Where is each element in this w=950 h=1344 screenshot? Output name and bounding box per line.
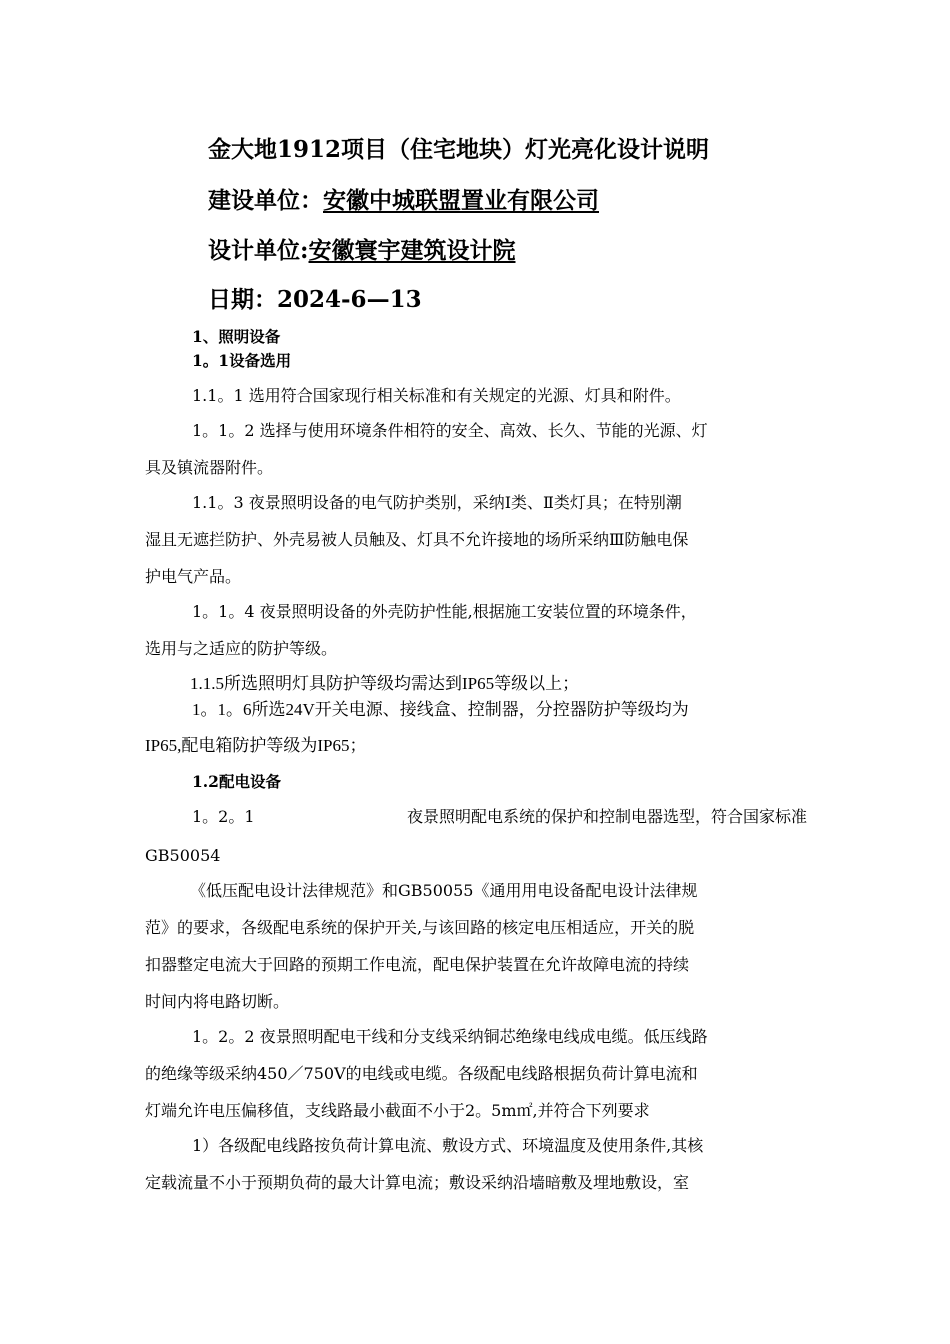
paragraph-1-2-2-line-1: 1。2。2 夜景照明配电干线和分支线采纳铜芯绝缘电线成电缆。低压线路	[192, 1027, 708, 1046]
client-line	[208, 186, 599, 216]
section-heading-1-1: 1。1设备选用	[192, 351, 292, 370]
date-line: 日期：2024-6—13	[208, 286, 422, 313]
paragraph-1-1-5: 1.1.5所选照明灯具防护等级均需达到IP65等级以上；	[190, 674, 580, 693]
paragraph-1-1-6-line-2: IP65,配电箱防护等级为IP65；	[145, 736, 367, 755]
paragraph-1-2-1-line-6: 时间内将电路切断。	[145, 992, 290, 1011]
client-label: 建设单位：	[208, 187, 323, 214]
paragraph-1-1-1: 1.1。1 选用符合国家现行相关标准和有关规定的光源、灯具和附件。	[192, 386, 681, 405]
paragraph-1-1-3-line-3: 护电气产品。	[145, 567, 242, 586]
paragraph-1-2-2-line-3: 灯端允许电压偏移值，支线路最小截面不小于2。5m㎡,并符合下列要求	[145, 1101, 650, 1120]
clause-number: 1。2。1	[192, 807, 255, 826]
paragraph-1-1-3-line-2: 湿且无遮拦防护、外壳易被人员触及、灯具不允许接地的场所采纳Ⅲ防触电保	[145, 530, 689, 549]
paragraph-1-2-1-line-3: 《低压配电设计法律规范》和GB50055《通用用电设备配电设计法律规	[190, 881, 698, 900]
paragraph-1-1-2-line-1: 1。1。2 选择与使用环境条件相符的安全、高效、长久、节能的光源、灯	[192, 421, 708, 440]
paragraph-1-1-2-line-2: 具及镇流器附件。	[145, 458, 274, 477]
list-item-1-line-2: 定载流量不小于预期负荷的最大计算电流；敷设采纳沿墙暗敷及埋地敷设，室	[145, 1173, 690, 1192]
designer-label: 设计单位:	[208, 237, 309, 264]
paragraph-1-2-1-line-1	[192, 806, 807, 828]
designer-name: 安徽寰宇建筑设计院	[308, 237, 516, 264]
paragraph-1-2-2-line-2: 的绝缘等级采纳450／750V的电线或电缆。各级配电线路根据负荷计算电流和	[145, 1064, 698, 1083]
paragraph-1-1-6-line-1: 1。1。6所选24V开关电源、接线盒、控制器，分控器防护等级均为	[192, 700, 689, 719]
list-item-1-line-1: 1）各级配电线路按负荷计算电流、敷设方式、环境温度及使用条件,其核	[192, 1136, 704, 1155]
paragraph-1-1-4-line-1: 1。1。4 夜景照明设备的外壳防护性能,根据施工安装位置的环境条件，	[192, 602, 697, 621]
document-title: 金大地1912项目（住宅地块）灯光亮化设计说明	[208, 136, 710, 163]
paragraph-1-1-3-line-1: 1.1。3 夜景照明设备的电气防护类别，采纳Ⅰ类、Ⅱ类灯具；在特别潮	[192, 493, 682, 512]
client-name: 安徽中城联盟置业有限公司	[323, 187, 599, 214]
paragraph-1-2-1-line-5: 扣器整定电流大于回路的预期工作电流，配电保护装置在允许故障电流的持续	[145, 955, 690, 974]
designer-line	[208, 236, 516, 266]
paragraph-1-2-1-line-4: 范》的要求，各级配电系统的保护开关,与该回路的核定电压相适应，开关的脱	[145, 918, 695, 937]
section-heading-1: 1、照明设备	[192, 327, 281, 346]
paragraph-1-1-4-line-2: 选用与之适应的防护等级。	[145, 639, 338, 658]
paragraph-1-2-1-line-2: GB50054	[145, 846, 221, 865]
section-heading-1-2: 1.2配电设备	[192, 772, 281, 791]
clause-text: 夜景照明配电系统的保护和控制电器选型，符合国家标准	[406, 807, 807, 826]
